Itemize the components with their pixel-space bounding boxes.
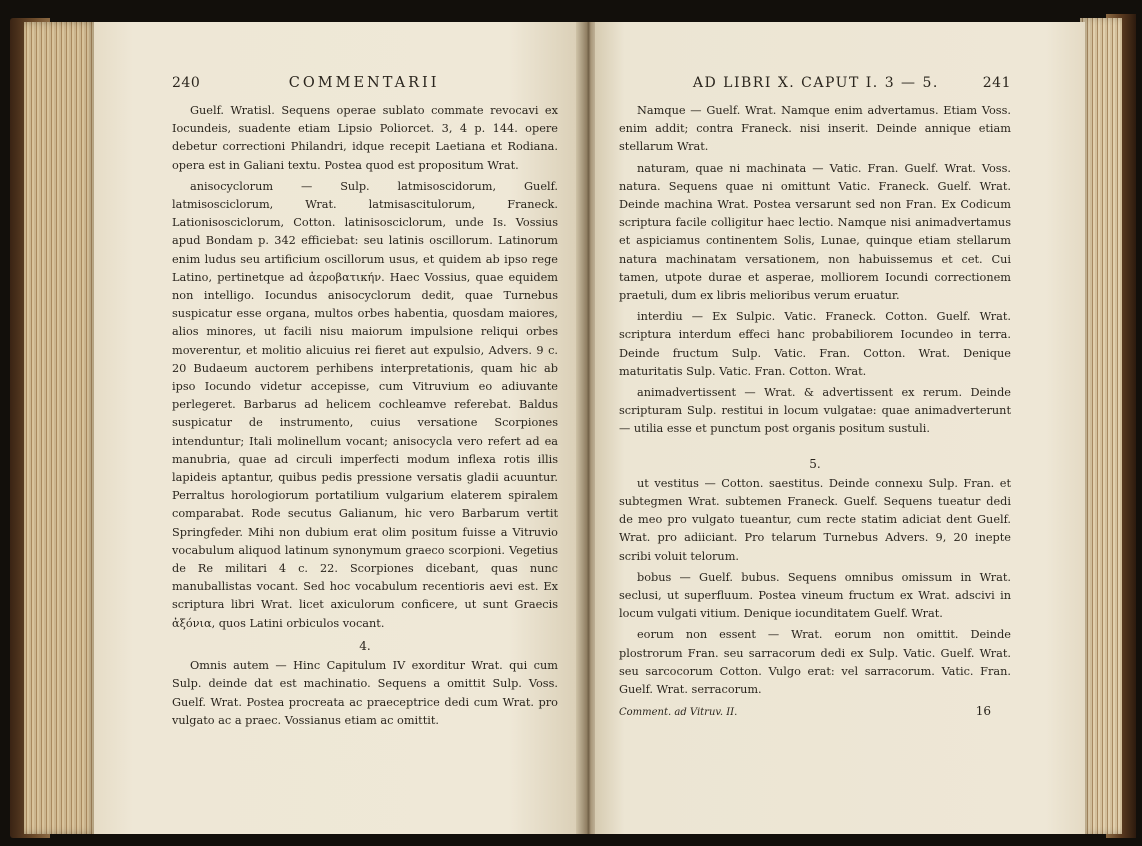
left-page-number: 240 — [172, 75, 201, 91]
left-paragraph: Guelf. Wratisl. Sequens operae sublato commate revocavi ex Iocundeis, suadente etiam Lipsio Poliorcet. 3, 4 p. 144. opere debetur correctioni Philandri, idque recepit Laetiana et Rodiana. opera est in Galiani textu. Postea quod est propositum Wrat. — [172, 104, 558, 172]
right-running-title: AD LIBRI X. CAPUT I. 3 — 5. — [692, 75, 939, 91]
right-page-number: 241 — [982, 75, 1011, 91]
left-page — [94, 22, 582, 834]
footer-signature: Comment. ad Vitruv. II. — [619, 707, 738, 719]
right-paragraph: naturam, quae ni machinata — Vatic. Fran. Guelf. Wrat. Voss. natura. Sequens quae ni omittunt Vatic. Franeck. Guelf. Wrat. Deinde machina Wrat. Postea versarunt sed non Fran. Ex Codicum scriptura facile colligitur haec lectio. Namque nisi animadvertamus et aspiciamus continentem Solis, Lunae, quinque etiam stellarum natura machinatam versationem, non habuissemus et cet. Cui tamen, utpote durae et asperae, molliorem Iocundi correctionem praetuli, dum ex libris melioribus verum eruatur. — [619, 161, 1011, 303]
footer-number: 16 — [975, 704, 991, 719]
right-section-paragraph: bobus — Guelf. bubus. Sequens omnibus omissum in Wrat. seclusi, ut superfluum. Postea vineum fructum ex Wrat. adscivi in locum vulgati vitium. Denique iocunditatem Guelf. Wrat. — [619, 570, 1011, 621]
right-paragraph: interdiu — Ex Sulpic. Vatic. Franeck. Cotton. Guelf. Wrat. scriptura interdum effeci hanc probabiliorem Iocundeo in terra. Deinde fructum Sulp. Vatic. Fran. Cotton. Wrat. Denique maturitatis Sulp. Vatic. Fran. Cotton. Wrat. — [619, 310, 1011, 378]
right-page-content — [619, 74, 1011, 723]
left-running-head — [172, 74, 558, 96]
left-page-content — [172, 74, 558, 733]
right-page-edges — [1080, 18, 1122, 834]
right-section-paragraph: eorum non essent — Wrat. eorum non omittit. Deinde plostrorum Fran. seu sarracorum dedi ex Sulp. Vatic. Guelf. Wrat. seu sarcocorum Cotton. Vulgo erat: vel sarracorum. Vatic. Fran. Guelf. Wrat. serracorum. — [619, 628, 1011, 697]
right-running-head — [619, 74, 1011, 96]
left-page-edges — [24, 22, 98, 834]
left-paragraph: anisocyclorum — Sulp. latmisoscidorum, Guelf. latmisosciclorum, Wrat. latmisascitulorum, Franeck. Lationisosciclorum, Cotton. latinisosciclorum, unde Is. Vossius apud Bondam p. 342 efficiebat: seu latinis oscillorum. Latinorum enim ludus seu artificium oscillorum usus, et quidem ab ipso rege Latino, pertinetque ad ἀεροβατικήν. Haec Vossius, quae equidem non intelligo. Iocundus anisocyclorum dedit, quae Turnebus suspicatur esse organa, multos orbes habentia, quosdam maiores, alios minores, ut facili nisu maiorum impulsione reliqui orbes moverentur, et molitio alicuius rei fieret aut expulsio, Advers. 9 c. 20 Budaeum auctorem perhibens interpretationis, quam hic ab ipso Iocundo videtur accepisse, cum Vitruvium eo adiuvante perlegeret. Barbarus ad helicem cochleamve referebat. Baldus suspicatur de instrumento, cuius versatione Scorpiones intenduntur; Itali molinellum vocant; anisocycla vero refert ad ea manubria, quae ad circuli imperfecti modum inflexa rotis illis lapideis aptantur, quibus pedis pressione versatis gladii acuuntur. Perraltus horologiorum portatilium vulgarium elaterem spiralem comparabat. Rode secutus Galianum, hic vero Barbarum vertit Springfeder. Mihi non dubium erat olim positum fuisse a Vitruvio vocabulum aliquod latinum synonymum graeco scorpioni. Vegetius de Re militari 4 c. 22. Scorpiones dicebant, quas nunc manuballistas vocant. Sed hoc vocabulum recentioris aevi est. Ex scriptura libri Wrat. licet axiculorum conficere, ut sunt Graecis ἀξόνια, quos Latini orbiculos vocant. — [172, 179, 558, 630]
right-page-footer — [619, 702, 1011, 722]
right-section-number: 5. — [809, 456, 821, 471]
right-section-paragraph: ut vestitus — Cotton. saestitus. Deinde connexu Sulp. Fran. et subtegmen Wrat. subtemen Franeck. Guelf. Sequens tueatur dedi de meo pro vulgato tueantur, cum recte statim adiciat dent Guelf. Wrat. pro adiiciant. Pro telarum Turnebus Advers. 9, 20 inepte scribi voluit telorum. — [619, 476, 1011, 563]
left-running-title: COMMENTARII — [288, 75, 440, 91]
right-page — [595, 22, 1085, 834]
left-section-paragraph: Omnis autem — Hinc Capitulum IV exorditur Wrat. qui cum Sulp. deinde dat est machinatio. Sequens a omittit Sulp. Voss. Guelf. Wrat. Postea procreata ac praeceptrice dedi cum Wrat. pro vulgato ac a praec. Vossianus etiam ac omittit. — [172, 659, 558, 727]
right-paragraph: animadvertissent — Wrat. & advertissent ex rerum. Deinde scripturam Sulp. restitui in locum vulgatae: quae animadverterunt — utilia esse et punctum post organis positum sustuli. — [619, 386, 1011, 436]
left-section-number: 4. — [359, 638, 371, 653]
right-paragraph: Namque — Guelf. Wrat. Namque enim advertamus. Etiam Voss. enim addit; contra Franeck. nisi inserit. Deinde annique etiam stellarum Wrat. — [619, 104, 1011, 154]
